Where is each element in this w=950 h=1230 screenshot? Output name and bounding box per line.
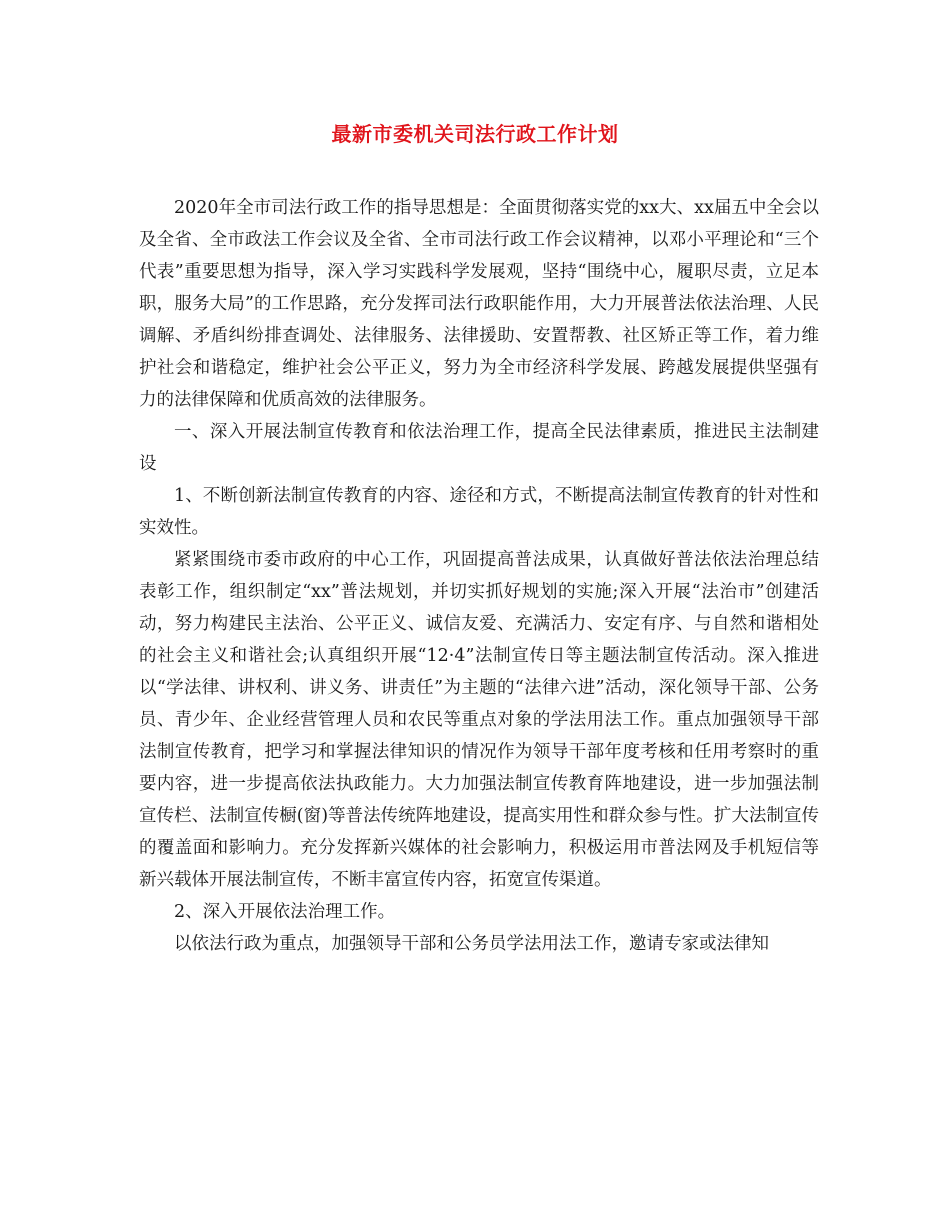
- subsection-heading-2: 2、深入开展依法治理工作。: [174, 902, 396, 922]
- paragraph-legal-publicity: 紧紧围绕市委市政府的中心工作，巩固提高普法成果，认真做好普法依法治理总结表彰工作，组织制定“xx”普法规划，并切实抓好规划的实施;深入开展“法治市”创建活动，努力构建民主法治、公平正义、诚信友爱、充满活力、安定有序、与自然和谐相处的社会主义和谐社会;认真组织开展“12·4”法制宣传日等主题法制宣传活动。深入推进以“学法律、讲权利、讲义务、讲责任”为主题的“法律六进”活动，深化领导干部、公务员、青少年、企业经营管理人员和农民等重点对象的学法用法工作。重点加强领导干部法制宣传教育，把学习和掌握法律知识的情况作为领导干部年度考核和任用考察时的重要内容，进一步提高依法执政能力。大力加强法制宣传教育阵地建设，进一步加强法制宣传栏、法制宣传橱(窗)等普法传统阵地建设，提高实用性和群众参与性。扩大法制宣传的覆盖面和影响力。充分发挥新兴媒体的社会影响力，积极运用市普法网及手机短信等新兴载体开展法制宣传，不断丰富宣传内容，拓宽宣传渠道。: [139, 550, 819, 890]
- document-body: [139, 192, 819, 960]
- document-title: 最新市委机关司法行政工作计划: [331, 122, 619, 146]
- paragraph-guiding-ideology: 2020年全市司法行政工作的指导思想是：全面贯彻落实党的xx大、xx届五中全会以及全省、全市政法工作会议及全省、全市司法行政工作会议精神，以邓小平理论和“三个代表”重要思想为指导，深入学习实践科学发展观，坚持“围绕中心，履职尽责，立足本职，服务大局”的工作思路，充分发挥司法行政职能作用，大力开展普法依法治理、人民调解、矛盾纠纷排查调处、法律服务、法律援助、安置帮教、社区矫正等工作，着力维护社会和谐稳定，维护社会公平正义，努力为全市经济科学发展、跨越发展提供坚强有力的法律保障和优质高效的法律服务。: [139, 198, 819, 410]
- paragraph-governance: 以依法行政为重点，加强领导干部和公务员学法用法工作，邀请专家或法律知: [174, 934, 769, 954]
- subsection-heading-1: 1、不断创新法制宣传教育的内容、途径和方式，不断提高法制宣传教育的针对性和实效性。: [139, 486, 819, 538]
- section-heading-1: 一、深入开展法制宣传教育和依法治理工作，提高全民法律素质，推进民主法制建设: [139, 422, 819, 474]
